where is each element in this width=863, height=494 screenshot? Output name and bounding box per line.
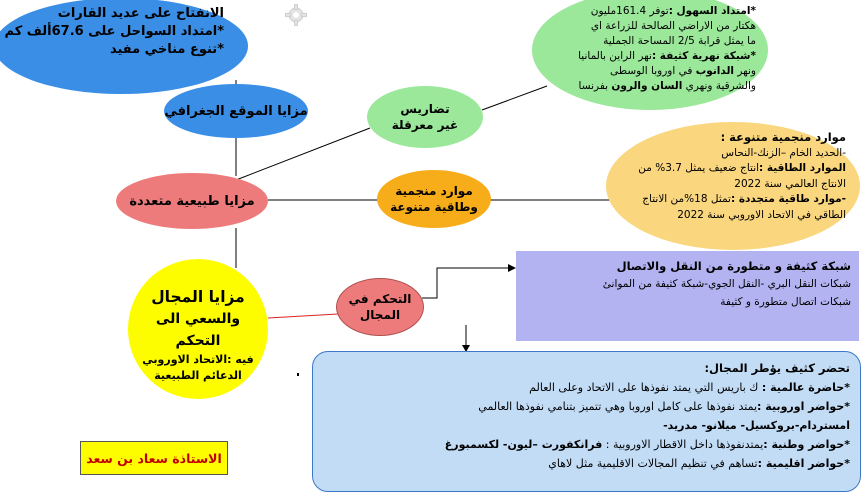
terrain-node [367, 86, 483, 148]
field-line-3: فيه :الاتحاد الاوروبي [142, 353, 254, 366]
resources-line-2: -الحديد الخام –الزنك-النحاس [721, 146, 846, 159]
plains-line-5 [548, 64, 756, 79]
terrain-line-2: غير معرقلة [391, 118, 459, 132]
plains-l6-a: والشرقية ونهري [685, 80, 756, 92]
plains-line-6 [548, 79, 756, 94]
terrain-line-1: تضاريس [400, 102, 450, 116]
gear-icon [285, 4, 307, 26]
plains-line-1 [548, 4, 756, 19]
connector [268, 314, 338, 318]
small-mark [297, 373, 299, 376]
cities-line-4: امستردام-بروكسيل- ميلانو- مدريد- [663, 419, 850, 432]
transport-line-2: شبكات النقل البري -النقل الجوي-شبكة كثيفة من الموانئ [602, 278, 851, 290]
field-line-1: مزايا المجال [151, 288, 245, 306]
resources-title: موارد منجمية متنوعة : [720, 130, 846, 144]
arrowhead [508, 264, 516, 272]
resources-line-4: الانتاج العالمي سنة 2022 [734, 177, 846, 190]
openness-text [0, 5, 224, 59]
resources-detail-text [618, 130, 846, 223]
plains-l4-rest: نهر الراين بالمانيا [578, 50, 652, 62]
plains-l5-bold: الدانوب [695, 65, 735, 77]
geo-advantages-node [164, 84, 308, 138]
plains-l6-rest: بفرنسا [578, 80, 609, 92]
transport-line-3: شبكات اتصال متطورة و كثيفة [720, 296, 851, 308]
plains-l4-bold: *شبكة نهرية كثيفة : [651, 50, 756, 62]
resources-node [377, 170, 491, 228]
transport-title: شبكة كثيفة و متطورة من النقل والاتصال [616, 259, 851, 273]
plains-l6-bold: السان والرون [611, 80, 683, 92]
openness-line-1: الانفتاح على عديد القارات [57, 6, 224, 21]
natural-advantages-label: مزايا طبيعية متعددة [129, 193, 255, 209]
transport-box [516, 251, 859, 341]
resources-line-6: الطاقي في الاتحاد الاوروبي سنة 2022 [677, 208, 846, 221]
cities-line-3 [321, 397, 850, 416]
resources-l5-bold: -موارد طاقية متجددة : [730, 193, 846, 205]
field-control-line-2: المجال [359, 308, 401, 322]
cities-line-2 [321, 378, 850, 397]
plains-l1-rest: توفر 161.4مليون [590, 5, 669, 17]
field-control-node [336, 278, 424, 336]
cities-box [312, 351, 861, 492]
cities-title: تحضر كثيف يؤطر المجال: [704, 361, 850, 375]
teacher-box [80, 441, 228, 475]
cities-l5-bold2: فرانكفورت –ليون- لكسمبورغ [444, 438, 603, 451]
resources-line-1: موارد منجمية [395, 184, 473, 198]
cities-l6-bold: *حواضر اقليمية : [757, 457, 850, 470]
resources-l3-rest: انتاج ضعيف يمثل 3.7% من [638, 162, 760, 174]
cities-l2-bold: *حاضرة عالمية : [761, 381, 850, 394]
openness-line-2: *امتداد السواحل على 67.6ألف كم [4, 24, 224, 39]
plains-text [548, 4, 756, 94]
cities-line-5 [321, 435, 850, 454]
openness-line-3: *تنوع مناخي مفيد [109, 42, 224, 57]
field-control-line-1: التحكم في [348, 292, 412, 306]
cities-l5-rest: يمتدنفوذها داخل الاقطار الاوروبية : [605, 438, 764, 451]
cities-l3-bold: *حواضر اوروبية : [757, 400, 850, 413]
field-advantages-text [132, 286, 264, 384]
resources-l3-bold: الموارد الطاقية : [759, 162, 846, 174]
plains-line-2: هكتار من الاراضي الصالحة للزراعة اي [590, 20, 756, 32]
cities-l5-bold: *حواضر وطنية : [763, 438, 850, 451]
resources-l5-rest: تمثل 18%من الانتاج [642, 193, 731, 205]
cities-l6-rest: تساهم في تنظيم المجالات الاقليمية مثل لاهاي [548, 457, 758, 470]
resources-line-5 [618, 192, 846, 208]
arrow-to-transport [422, 268, 508, 298]
geo-advantages-label: مزايا الموقع الجغرافي [164, 103, 308, 119]
field-line-2: والسعي الى التحكم [155, 311, 241, 349]
resources-line-2: وطاقية متنوعة [390, 200, 478, 214]
connector [482, 86, 547, 110]
plains-l5-a: ونهر [737, 65, 756, 77]
plains-line-3: ما يمثل قرابة 2/5 المساحة الجملية [603, 35, 756, 47]
natural-advantages-node [116, 173, 268, 229]
cities-line-6 [321, 454, 850, 473]
plains-l1-bold: *امتداد السهول : [668, 5, 756, 17]
cities-l2-rest: ك باريس التي يمتد نفوذها على الاتحاد وعلى العالم [529, 381, 759, 394]
resources-line-3 [618, 161, 846, 177]
plains-line-4 [548, 49, 756, 64]
field-line-4: الدعائم الطبيعية [154, 369, 242, 382]
plains-l5-rest: في اوروبا الوسطى [609, 65, 693, 77]
cities-l3-rest: يمتد نفوذها على كامل اوروبا وهي تتميز بتنامي نفوذها العالمي [478, 400, 758, 413]
teacher-name: الاستاذة سعاد بن سعد [86, 450, 222, 466]
